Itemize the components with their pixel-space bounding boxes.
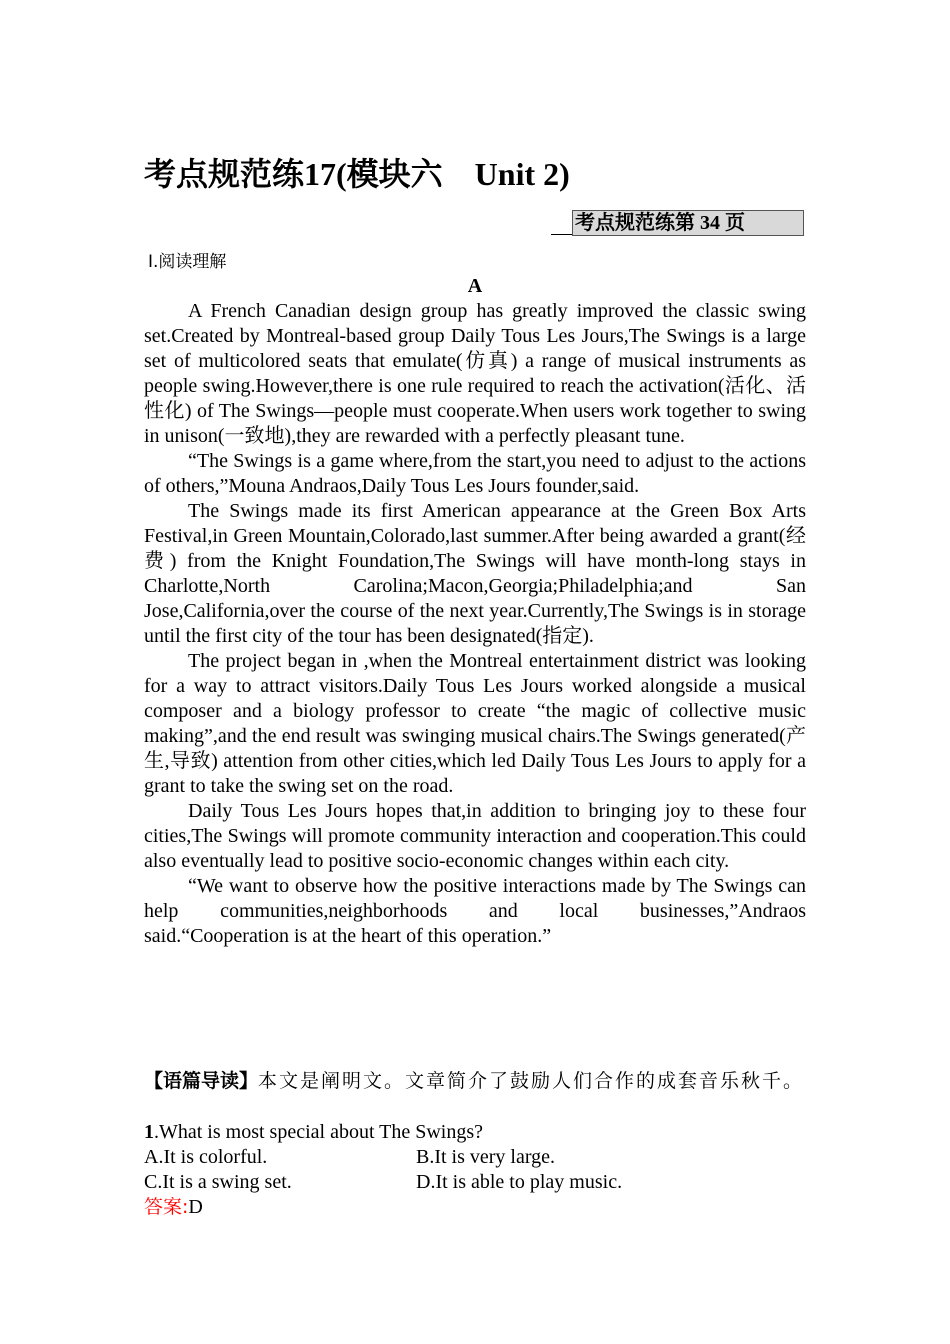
passage-letter: A xyxy=(467,275,483,297)
question-stem: .What is most special about The Swings? xyxy=(154,1121,484,1143)
answer-value: D xyxy=(188,1196,203,1218)
reading-passage xyxy=(144,274,806,949)
passage-paragraph-5: Daily Tous Les Jours hopes that,in addition to bringing joy to these four cities,The Swings will promote community interaction and cooperation.This could also eventually lead to positive socio-economic changes within each city. xyxy=(144,800,806,872)
guide-text: 本文是阐明文。文章简介了鼓励人们合作的成套音乐秋千。 xyxy=(258,1070,805,1092)
passage-paragraph-4: The project began in ,when the Montreal entertainment district was looking for a way to attract visitors.Daily Tous Les Jours worked alongside a musical composer and a biology professor to create “the magic of collective music making”,and the end result was swinging musical chairs.The Swings generated(产生,导致) attention from other cities,which led Daily Tous Les Jours to apply for a grant to take the swing set on the road. xyxy=(144,650,806,797)
passage-paragraph-6: “We want to observe how the positive interactions made by The Swings can help communities,neighborhoods and local businesses,”Andraos said.“Cooperation is at the heart of this operation.” xyxy=(144,875,806,947)
page-reference-box: 考点规范练第 34 页 xyxy=(572,210,804,236)
options-row-1 xyxy=(144,1145,806,1170)
options-row-2 xyxy=(144,1170,806,1195)
page-ref-leader-line xyxy=(551,234,573,235)
answer-line xyxy=(144,1195,806,1220)
option-b: B.It is very large. xyxy=(416,1146,556,1168)
section-heading: Ⅰ.阅读理解 xyxy=(148,252,227,272)
option-c: C.It is a swing set. xyxy=(144,1171,292,1193)
option-d: D.It is able to play music. xyxy=(416,1171,623,1193)
option-a: A.It is colorful. xyxy=(144,1146,268,1168)
document-title: 考点规范练17(模块六 Unit 2) xyxy=(144,156,570,192)
guide-label: 【语篇导读】 xyxy=(144,1070,259,1092)
passage-paragraph-3: The Swings made its first American appearance at the Green Box Arts Festival,in Green Mountain,Colorado,last summer.After being awarded a grant(经费) from the Knight Foundation,The Swings will have month-long stays in Charlotte,North Carolina;Macon,Georgia;Philadelphia;and San Jose,California,over the course of the next year.Currently,The Swings is in storage until the first city of the tour has been designated(指定). xyxy=(144,500,806,647)
question-1 xyxy=(144,1120,806,1220)
passage-paragraph-2: “The Swings is a game where,from the start,you need to adjust to the actions of others,”Mouna Andraos,Daily Tous Les Jours founder,said. xyxy=(144,450,806,497)
answer-label: 答案: xyxy=(144,1196,189,1218)
passage-paragraph-1: A French Canadian design group has greatly improved the classic swing set.Created by Montreal-based group Daily Tous Les Jours,The Swings is a large set of multicolored seats that emulate(仿真) a range of musical instruments as people swing.However,there is one rule required to reach the activation(活化、活性化) of The Swings—people must cooperate.When users work together to swing in unison(一致地),they are rewarded with a perfectly pleasant tune. xyxy=(144,300,806,447)
question-number: 1 xyxy=(144,1121,154,1143)
question-stem-line xyxy=(144,1120,806,1145)
passage-guide xyxy=(144,1069,806,1094)
